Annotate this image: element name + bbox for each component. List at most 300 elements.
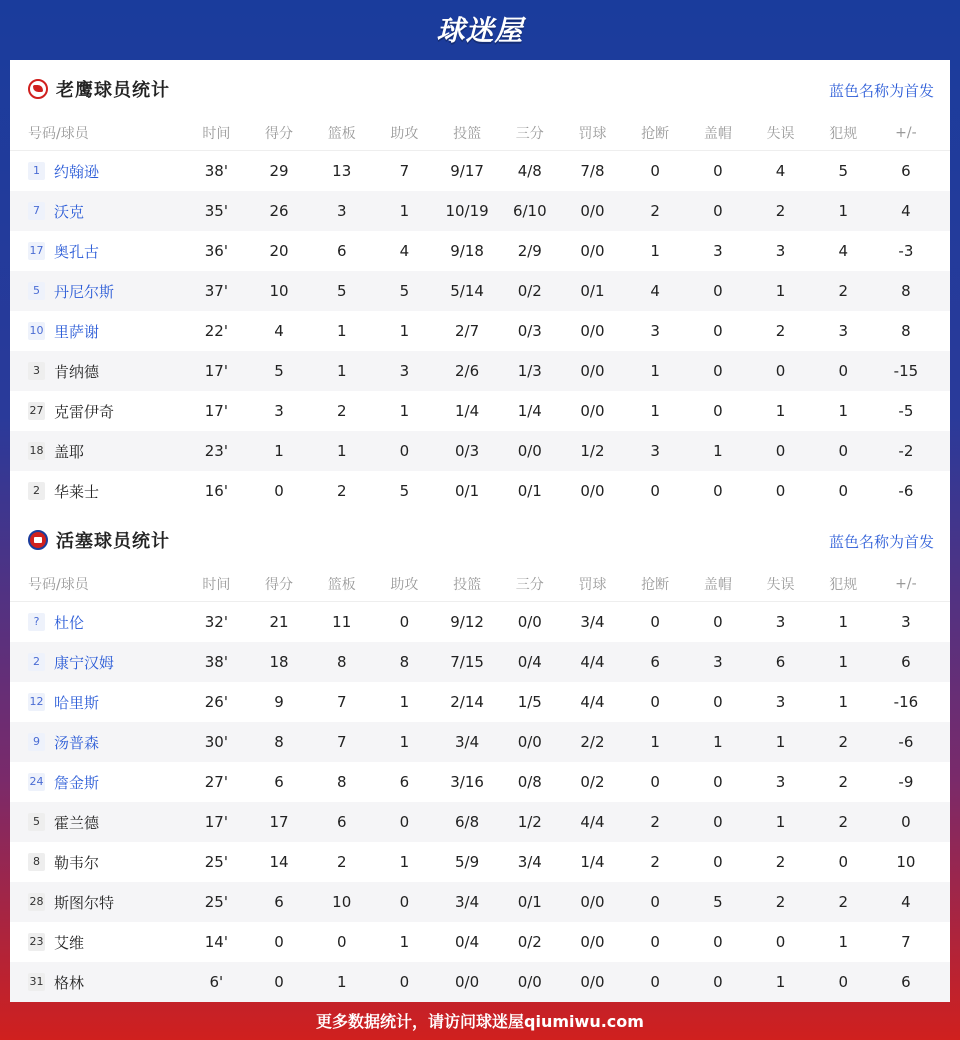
stat-cell: 3 xyxy=(399,362,410,380)
player-name[interactable]: 汤普森 xyxy=(54,733,100,752)
stat-cell: 0 xyxy=(274,933,284,951)
stat-cell: 8 xyxy=(336,653,347,671)
player-cell xyxy=(10,161,185,182)
stat-cell: 0 xyxy=(713,202,723,220)
player-row[interactable] xyxy=(10,722,950,762)
stat-cell: 10 xyxy=(896,853,916,871)
stat-cell: 0 xyxy=(274,973,284,991)
stat-cell: 1 xyxy=(838,653,848,671)
stat-cell: 1 xyxy=(336,442,347,460)
stat-cell: 2 xyxy=(336,402,347,420)
stat-cell: 1 xyxy=(650,733,660,751)
team-section xyxy=(10,511,950,1002)
stat-cell: 0/1 xyxy=(517,893,542,911)
player-cell xyxy=(10,201,185,222)
stat-cell: 0/0 xyxy=(580,402,605,420)
jersey-number-badge: 12 xyxy=(28,693,45,711)
table-header-row xyxy=(10,115,950,151)
stat-cell: 4 xyxy=(775,162,786,180)
stat-cell: 0 xyxy=(650,482,660,500)
stat-cell: 17' xyxy=(204,362,228,380)
stat-cell: -2 xyxy=(898,442,914,460)
jersey-number-badge: 1 xyxy=(28,162,45,180)
player-row[interactable] xyxy=(10,191,950,231)
player-cell xyxy=(10,852,185,873)
stat-cell: 2/9 xyxy=(517,242,542,260)
player-name[interactable]: 盖耶 xyxy=(54,442,85,461)
stat-cell: 0 xyxy=(713,402,723,420)
jersey-number-badge: 5 xyxy=(28,282,45,300)
stat-cell: 27' xyxy=(204,773,228,791)
stat-cell: 0 xyxy=(650,162,660,180)
stat-cell: -9 xyxy=(898,773,914,791)
player-name[interactable]: 克雷伊奇 xyxy=(54,402,115,421)
player-cell xyxy=(10,892,185,913)
stat-cell: 1 xyxy=(775,282,786,300)
stat-cell: 8 xyxy=(274,733,284,751)
player-cell xyxy=(10,361,185,382)
column-header: 篮板 xyxy=(327,576,356,593)
stat-cell: 2 xyxy=(775,853,786,871)
column-header: 篮板 xyxy=(327,125,356,142)
stat-cell: 0 xyxy=(713,322,723,340)
stat-cell: 7 xyxy=(901,933,911,951)
stat-cell: 1 xyxy=(336,362,347,380)
stat-cell: 1 xyxy=(650,362,660,380)
stat-cell: 3 xyxy=(775,613,786,631)
stat-cell: 0/0 xyxy=(580,893,605,911)
player-name[interactable]: 杜伦 xyxy=(54,613,85,632)
starter-note: 蓝色名称为首发 xyxy=(828,82,934,100)
stat-cell: 0 xyxy=(713,162,723,180)
stat-cell: 6/8 xyxy=(455,813,480,831)
stat-cell: 3 xyxy=(775,242,786,260)
stat-cell: 1 xyxy=(399,322,410,340)
column-header: 得分 xyxy=(265,125,294,142)
player-cell xyxy=(10,321,185,342)
column-header: 助攻 xyxy=(390,576,419,593)
stat-cell: 1 xyxy=(399,853,410,871)
stats-card xyxy=(10,60,950,1000)
section-header xyxy=(10,60,950,115)
stat-cell: 17 xyxy=(269,813,289,831)
player-cell xyxy=(10,692,185,713)
stat-cell: 2 xyxy=(838,813,848,831)
stat-cell: 0/2 xyxy=(517,282,542,300)
jersey-number-badge: 5 xyxy=(28,813,45,831)
stat-cell: 2/6 xyxy=(455,362,480,380)
player-row[interactable] xyxy=(10,471,950,511)
stat-cell: 0/0 xyxy=(580,933,605,951)
column-header: 失误 xyxy=(766,576,795,593)
stat-cell: 3 xyxy=(901,613,911,631)
stat-cell: 4 xyxy=(901,202,911,220)
player-name[interactable]: 康宁汉姆 xyxy=(54,653,115,672)
stat-cell: 5 xyxy=(713,893,723,911)
stat-cell: 6/10 xyxy=(512,202,547,220)
stat-cell: 14 xyxy=(269,853,289,871)
hawks-logo-icon xyxy=(28,79,48,99)
stat-cell: 2 xyxy=(650,853,660,871)
stat-cell: 1 xyxy=(838,202,848,220)
stat-cell: 9/17 xyxy=(450,162,484,180)
stat-cell: 1/5 xyxy=(517,693,542,711)
stat-cell: 9/12 xyxy=(450,613,484,631)
stat-cell: 1/4 xyxy=(455,402,480,420)
stat-cell: 0/3 xyxy=(455,442,480,460)
stat-cell: 0/0 xyxy=(580,202,605,220)
player-cell xyxy=(10,281,185,302)
stat-cell: 3 xyxy=(775,693,786,711)
player-name[interactable]: 勒韦尔 xyxy=(54,853,100,872)
stat-cell: 1/4 xyxy=(580,853,605,871)
player-name[interactable]: 肯纳德 xyxy=(54,362,100,381)
stat-cell: 3 xyxy=(650,442,660,460)
stat-cell: 5 xyxy=(336,282,347,300)
stat-cell: 1 xyxy=(399,733,410,751)
stat-cell: 6 xyxy=(775,653,786,671)
stat-cell: 4/4 xyxy=(580,653,605,671)
jersey-number-badge: 2 xyxy=(28,482,45,500)
stat-cell: 6 xyxy=(336,242,347,260)
stat-cell: 2 xyxy=(838,773,848,791)
stat-cell: 0/2 xyxy=(517,933,542,951)
section-title: 老鹰球员统计 xyxy=(56,80,170,101)
stat-cell: 7 xyxy=(399,162,410,180)
stat-cell: 0/0 xyxy=(517,973,542,991)
jersey-number-badge: 27 xyxy=(28,402,45,420)
jersey-number-badge: ? xyxy=(28,613,45,631)
column-header: 抢断 xyxy=(641,576,670,593)
player-row[interactable] xyxy=(10,151,950,191)
stat-cell: 6' xyxy=(209,973,224,991)
stat-cell: 0/4 xyxy=(517,653,542,671)
stat-cell: 0 xyxy=(775,933,786,951)
stat-cell: 0 xyxy=(713,933,723,951)
column-header: 盖帽 xyxy=(703,576,732,593)
stat-cell: 30' xyxy=(204,733,228,751)
stat-cell: 0 xyxy=(713,282,723,300)
column-header: 犯规 xyxy=(829,125,858,142)
column-header: 抢断 xyxy=(641,125,670,142)
stat-cell: 38' xyxy=(204,162,228,180)
stat-cell: 1 xyxy=(399,693,410,711)
player-cell xyxy=(10,932,185,953)
team-section xyxy=(10,60,950,511)
player-row[interactable] xyxy=(10,642,950,682)
stat-cell: 3/4 xyxy=(517,853,542,871)
stat-cell: 4 xyxy=(650,282,660,300)
stat-cell: 3 xyxy=(838,322,848,340)
stat-cell: 37' xyxy=(204,282,228,300)
stat-cell: 17' xyxy=(204,813,228,831)
stat-cell: 1 xyxy=(713,442,723,460)
player-cell xyxy=(10,812,185,833)
stat-cell: 14' xyxy=(204,933,228,951)
stat-cell: 0 xyxy=(399,442,410,460)
stat-cell: 7 xyxy=(336,693,347,711)
stat-cell: 3 xyxy=(336,202,347,220)
stat-cell: 3/4 xyxy=(580,613,605,631)
stat-cell: 6 xyxy=(901,973,911,991)
stat-cell: 2 xyxy=(838,893,848,911)
stat-cell: 3 xyxy=(775,773,786,791)
stat-cell: 0 xyxy=(650,973,660,991)
stat-cell: 0/8 xyxy=(517,773,542,791)
stat-cell: 0 xyxy=(713,613,723,631)
stat-cell: 0 xyxy=(838,362,848,380)
jersey-number-badge: 28 xyxy=(28,893,45,911)
stat-cell: 2 xyxy=(336,853,347,871)
player-name[interactable]: 艾维 xyxy=(54,933,85,952)
stat-cell: 0 xyxy=(650,693,660,711)
stat-cell: 1 xyxy=(399,202,410,220)
stat-cell: 5/9 xyxy=(455,853,480,871)
player-row[interactable] xyxy=(10,391,950,431)
stat-cell: 3/16 xyxy=(450,773,484,791)
jersey-number-badge: 17 xyxy=(28,242,45,260)
column-header: 三分 xyxy=(515,576,544,593)
stat-cell: 6 xyxy=(274,773,284,791)
stat-cell: 38' xyxy=(204,653,228,671)
stat-cell: 2 xyxy=(838,733,848,751)
player-row[interactable] xyxy=(10,311,950,351)
player-row[interactable] xyxy=(10,602,950,642)
stat-cell: 4/4 xyxy=(580,693,605,711)
stat-cell: 1/3 xyxy=(517,362,542,380)
stat-cell: 20 xyxy=(269,242,289,260)
stat-cell: 1 xyxy=(775,733,786,751)
stat-cell: 0 xyxy=(901,813,911,831)
player-cell xyxy=(10,612,185,633)
stat-cell: 4 xyxy=(901,893,911,911)
player-row[interactable] xyxy=(10,962,950,1002)
stat-cell: 23' xyxy=(204,442,228,460)
stat-cell: 1 xyxy=(775,813,786,831)
stat-cell: 4/8 xyxy=(517,162,542,180)
stat-cell: 0 xyxy=(399,973,410,991)
stat-cell: 0 xyxy=(274,482,284,500)
stat-cell: 8 xyxy=(901,282,911,300)
player-row[interactable] xyxy=(10,922,950,962)
stat-cell: 8 xyxy=(336,773,347,791)
starter-note: 蓝色名称为首发 xyxy=(828,533,934,551)
stat-cell: 6 xyxy=(650,653,660,671)
stat-cell: 1 xyxy=(838,402,848,420)
stat-cell: 1 xyxy=(713,733,723,751)
stat-cell: 0/0 xyxy=(517,613,542,631)
player-name[interactable]: 哈里斯 xyxy=(54,693,100,712)
stat-cell: 1 xyxy=(838,613,848,631)
stat-cell: 0/4 xyxy=(455,933,480,951)
stat-cell: 4 xyxy=(838,242,848,260)
stat-cell: 9 xyxy=(274,693,284,711)
stat-cell: 0/1 xyxy=(517,482,542,500)
stat-cell: -16 xyxy=(893,693,919,711)
player-cell xyxy=(10,241,185,262)
stat-cell: 0 xyxy=(775,482,786,500)
player-name[interactable]: 里萨谢 xyxy=(54,322,100,341)
jersey-number-badge: 9 xyxy=(28,733,45,751)
player-cell xyxy=(10,972,185,993)
stat-cell: 2 xyxy=(650,202,660,220)
stat-cell: 0 xyxy=(650,893,660,911)
stat-cell: 2 xyxy=(336,482,347,500)
brand-logo: 球迷屋 xyxy=(436,14,524,47)
player-name[interactable]: 格林 xyxy=(54,973,85,992)
player-cell xyxy=(10,401,185,422)
stat-cell: 2/2 xyxy=(580,733,605,751)
column-header: 罚球 xyxy=(578,576,607,593)
stat-cell: -3 xyxy=(898,242,914,260)
stat-cell: 3/4 xyxy=(455,733,480,751)
stat-cell: 0 xyxy=(713,693,723,711)
player-name[interactable]: 奥孔古 xyxy=(54,242,100,261)
player-name[interactable]: 约翰逊 xyxy=(54,162,100,181)
stat-cell: 0/2 xyxy=(580,773,605,791)
section-header xyxy=(10,511,950,566)
stat-cell: 5 xyxy=(274,362,284,380)
column-header: 时间 xyxy=(202,576,231,593)
stat-cell: 9/18 xyxy=(450,242,484,260)
jersey-number-badge: 8 xyxy=(28,853,45,871)
stat-cell: 2 xyxy=(775,322,786,340)
stat-cell: 0 xyxy=(650,773,660,791)
player-row[interactable] xyxy=(10,762,950,802)
stat-cell: 6 xyxy=(901,653,911,671)
column-header: 失误 xyxy=(766,125,795,142)
player-name[interactable]: 詹金斯 xyxy=(54,773,100,792)
column-header: +/- xyxy=(895,124,917,141)
stat-cell: 26' xyxy=(204,693,228,711)
stat-cell: 8 xyxy=(399,653,410,671)
stat-cell: 0/0 xyxy=(517,442,542,460)
player-row[interactable] xyxy=(10,682,950,722)
header xyxy=(0,0,960,58)
column-header: 助攻 xyxy=(390,125,419,142)
stat-cell: 1 xyxy=(838,933,848,951)
player-row[interactable] xyxy=(10,842,950,882)
stat-cell: 32' xyxy=(204,613,228,631)
stat-cell: 3 xyxy=(650,322,660,340)
stat-cell: 6 xyxy=(274,893,284,911)
stat-cell: 0 xyxy=(713,362,723,380)
stat-cell: 2 xyxy=(775,202,786,220)
stat-cell: 1 xyxy=(650,242,660,260)
stat-cell: 3/4 xyxy=(455,893,480,911)
stat-cell: 1/2 xyxy=(580,442,605,460)
stat-cell: 0 xyxy=(713,973,723,991)
stat-cell: 2 xyxy=(838,282,848,300)
player-row[interactable] xyxy=(10,351,950,391)
stat-cell: 8 xyxy=(901,322,911,340)
stat-cell: 26 xyxy=(269,202,289,220)
stat-cell: 6 xyxy=(336,813,347,831)
stat-cell: 0/3 xyxy=(517,322,542,340)
player-name[interactable]: 丹尼尔斯 xyxy=(54,282,115,301)
stat-cell: 5 xyxy=(838,162,848,180)
stat-cell: 0 xyxy=(336,933,347,951)
column-header: 盖帽 xyxy=(703,125,732,142)
jersey-number-badge: 31 xyxy=(28,973,45,991)
stat-cell: 35' xyxy=(204,202,228,220)
player-row[interactable] xyxy=(10,271,950,311)
player-row[interactable] xyxy=(10,802,950,842)
stat-cell: 0 xyxy=(650,613,660,631)
stat-cell: 0 xyxy=(775,442,786,460)
stat-cell: 1/2 xyxy=(517,813,542,831)
stat-cell: 7 xyxy=(336,733,347,751)
stat-cell: 7/8 xyxy=(580,162,605,180)
stat-cell: 0/0 xyxy=(580,482,605,500)
stat-cell: 22' xyxy=(204,322,228,340)
stat-cell: 1 xyxy=(274,442,284,460)
section-title: 活塞球员统计 xyxy=(56,531,170,552)
stat-cell: 0 xyxy=(399,613,410,631)
player-name[interactable]: 沃克 xyxy=(54,202,85,221)
column-header: 时间 xyxy=(202,125,231,142)
stat-cell: 0 xyxy=(713,482,723,500)
player-row[interactable] xyxy=(10,231,950,271)
stat-cell: 3 xyxy=(713,653,723,671)
jersey-number-badge: 18 xyxy=(28,442,45,460)
stat-cell: 21 xyxy=(269,613,289,631)
column-header: 号码/球员 xyxy=(28,125,89,142)
stat-cell: 0 xyxy=(775,362,786,380)
stat-cell: 2 xyxy=(775,893,786,911)
player-cell xyxy=(10,441,185,462)
table-header-row xyxy=(10,566,950,602)
player-name[interactable]: 斯图尔特 xyxy=(54,893,115,912)
stat-cell: 1 xyxy=(399,402,410,420)
stat-cell: 0 xyxy=(838,442,848,460)
pistons-logo-icon xyxy=(28,530,48,550)
jersey-number-badge: 7 xyxy=(28,202,45,220)
jersey-number-badge: 2 xyxy=(28,653,45,671)
stat-cell: -5 xyxy=(898,402,914,420)
stat-cell: 1 xyxy=(775,402,786,420)
stat-cell: 0/0 xyxy=(580,973,605,991)
column-header: 投篮 xyxy=(453,576,482,593)
jersey-number-badge: 3 xyxy=(28,362,45,380)
stat-cell: 1/4 xyxy=(517,402,542,420)
stat-cell: 29 xyxy=(269,162,289,180)
stat-cell: 17' xyxy=(204,402,228,420)
player-cell xyxy=(10,652,185,673)
stat-cell: 5 xyxy=(399,282,410,300)
stat-cell: -15 xyxy=(893,362,919,380)
stat-cell: 11 xyxy=(332,613,352,631)
stat-cell: 10 xyxy=(269,282,289,300)
player-row[interactable] xyxy=(10,431,950,471)
stat-cell: 2/14 xyxy=(450,693,484,711)
stat-cell: 1 xyxy=(650,402,660,420)
stat-cell: 0 xyxy=(838,482,848,500)
stat-cell: 1 xyxy=(336,322,347,340)
stat-cell: 0 xyxy=(650,933,660,951)
stat-cell: 18 xyxy=(269,653,289,671)
footer-banner: 更多数据统计，请访问球迷屋qiumiwu.com xyxy=(316,1011,644,1031)
column-header: 得分 xyxy=(265,576,294,593)
player-name[interactable]: 霍兰德 xyxy=(54,813,100,832)
stat-cell: 2/7 xyxy=(455,322,480,340)
column-header: 投篮 xyxy=(453,125,482,142)
column-header: 号码/球员 xyxy=(28,576,89,593)
stat-cell: 0 xyxy=(713,813,723,831)
player-cell xyxy=(10,772,185,793)
player-name[interactable]: 华莱士 xyxy=(54,482,100,501)
player-row[interactable] xyxy=(10,882,950,922)
